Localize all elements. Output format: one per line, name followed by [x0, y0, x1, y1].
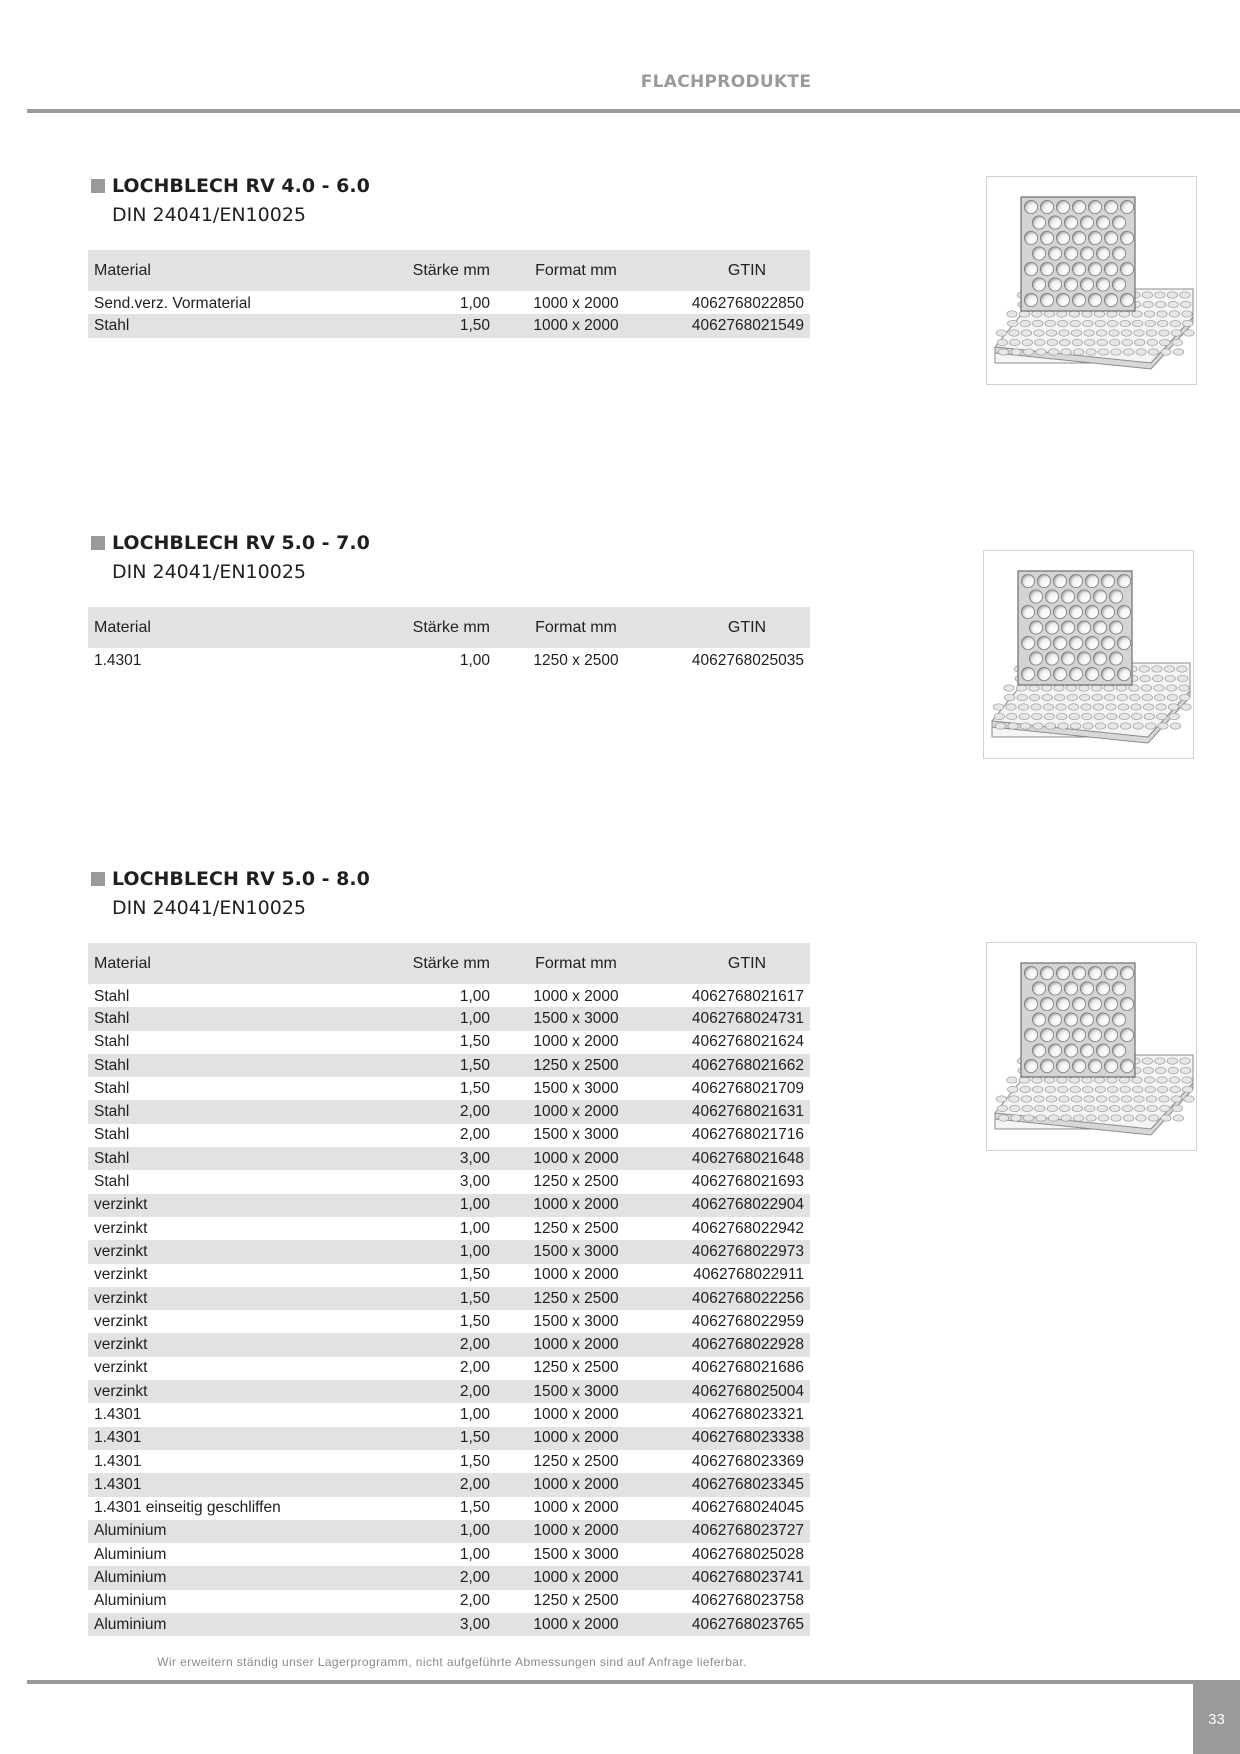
cell-material: 1.4301: [94, 1429, 142, 1447]
cell-gtin: 4062768022959: [691, 1312, 804, 1330]
footer-divider: [27, 1680, 1240, 1684]
table-row: [88, 314, 810, 337]
product-section: [88, 172, 810, 338]
cell-thickness: 1,00: [459, 294, 490, 312]
cell-format: 1000 x 2000: [533, 1405, 619, 1423]
cell-thickness: 1,00: [459, 1009, 490, 1027]
cell-material: Aluminium: [94, 1522, 167, 1540]
column-header-gtin: GTIN: [727, 954, 767, 972]
cell-material: Aluminium: [94, 1569, 167, 1587]
cell-thickness: 1,50: [459, 1079, 490, 1097]
cell-format: 1500 x 3000: [533, 1242, 619, 1260]
table-row: [88, 984, 810, 1007]
cell-thickness: 1,50: [459, 1452, 490, 1470]
cell-material: Stahl: [94, 1103, 130, 1121]
table-body: [88, 291, 810, 338]
section-title-text: LOCHBLECH RV 4.0 - 6.0: [112, 175, 370, 197]
perforated-sheet-image: [986, 942, 1197, 1151]
cell-material: Aluminium: [94, 1592, 167, 1610]
table-header-row: [88, 943, 810, 984]
cell-thickness: 1,00: [459, 1242, 490, 1260]
product-section: [88, 529, 810, 671]
cell-gtin: 4062768022911: [693, 1266, 804, 1284]
cell-gtin: 4062768024045: [691, 1499, 804, 1517]
table-row: [88, 1497, 810, 1520]
table-row: [88, 1590, 810, 1613]
table-row: [88, 1124, 810, 1147]
table-body: [88, 648, 810, 671]
column-header-gtin: GTIN: [727, 618, 767, 636]
product-table: [88, 250, 810, 338]
cell-material: 1.4301: [94, 1405, 142, 1423]
cell-format: 1500 x 3000: [533, 1079, 619, 1097]
cell-format: 1000 x 2000: [533, 1569, 619, 1587]
cell-thickness: 2,00: [459, 1569, 490, 1587]
section-subtitle: DIN 24041/EN10025: [112, 204, 306, 226]
table-row: [88, 1240, 810, 1263]
cell-thickness: 2,00: [459, 1126, 490, 1144]
cell-thickness: 1,00: [459, 1196, 490, 1214]
cell-gtin: 4062768022973: [691, 1242, 804, 1260]
column-header-material: Material: [94, 261, 151, 279]
cell-gtin: 4062768023765: [691, 1615, 804, 1633]
cell-format: 1500 x 3000: [533, 1382, 619, 1400]
cell-material: 1.4301: [94, 1452, 142, 1470]
bullet-square-icon: [91, 179, 105, 193]
cell-material: 1.4301: [94, 651, 142, 669]
table-row: [88, 1264, 810, 1287]
table-header-row: [88, 607, 810, 648]
cell-gtin: 4062768021617: [691, 987, 804, 1005]
column-header-material: Material: [94, 618, 151, 636]
cell-gtin: 4062768023345: [691, 1475, 804, 1493]
column-header-thickness: Stärke mm: [412, 618, 490, 636]
cell-material: Stahl: [94, 1009, 130, 1027]
cell-material: verzinkt: [94, 1289, 148, 1307]
cell-thickness: 3,00: [459, 1149, 490, 1167]
cell-material: Aluminium: [94, 1545, 167, 1563]
cell-gtin: 4062768025035: [691, 651, 804, 669]
cell-thickness: 2,00: [459, 1103, 490, 1121]
cell-thickness: 1,50: [459, 1312, 490, 1330]
bullet-square-icon: [91, 872, 105, 886]
cell-thickness: 1,50: [459, 1266, 490, 1284]
table-row: [88, 1310, 810, 1333]
cell-material: Stahl: [94, 1173, 130, 1191]
cell-format: 1250 x 2500: [533, 1219, 619, 1237]
stock-footnote: Wir erweitern ständig unser Lagerprogramm, nicht aufgeführte Abmessungen sind auf Anfrage lieferbar.: [157, 1655, 747, 1669]
bullet-square-icon: [91, 536, 105, 550]
cell-material: verzinkt: [94, 1219, 148, 1237]
cell-format: 1000 x 2000: [533, 1336, 619, 1354]
cell-gtin: 4062768023338: [691, 1429, 804, 1447]
table-row: [88, 1613, 810, 1636]
column-header-format: Format mm: [535, 618, 617, 636]
cell-material: verzinkt: [94, 1242, 148, 1260]
cell-format: 1000 x 2000: [533, 1475, 619, 1493]
section-title: [88, 172, 810, 200]
cell-thickness: 1,50: [459, 1429, 490, 1447]
cell-format: 1000 x 2000: [533, 1033, 619, 1051]
page-header-title: FLACHPRODUKTE: [640, 72, 812, 92]
cell-format: 1000 x 2000: [533, 1149, 619, 1167]
table-body: [88, 984, 810, 1636]
column-header-material: Material: [94, 954, 151, 972]
cell-thickness: 1,00: [459, 1405, 490, 1423]
table-row: [88, 1403, 810, 1426]
cell-gtin: 4062768021709: [691, 1079, 804, 1097]
cell-material: Stahl: [94, 1149, 130, 1167]
table-row: [88, 1543, 810, 1566]
cell-format: 1000 x 2000: [533, 1266, 619, 1284]
cell-thickness: 1,00: [459, 1545, 490, 1563]
cell-gtin: 4062768021662: [691, 1056, 804, 1074]
cell-format: 1250 x 2500: [533, 651, 619, 669]
product-section: [88, 865, 810, 1636]
cell-format: 1250 x 2500: [533, 1452, 619, 1470]
cell-material: verzinkt: [94, 1359, 148, 1377]
cell-gtin: 4062768023321: [691, 1405, 804, 1423]
table-row: [88, 1450, 810, 1473]
cell-gtin: 4062768022928: [691, 1336, 804, 1354]
cell-gtin: 4062768022904: [691, 1196, 804, 1214]
cell-gtin: 4062768021716: [691, 1126, 804, 1144]
cell-format: 1250 x 2500: [533, 1289, 619, 1307]
header-divider: [27, 109, 1240, 113]
cell-format: 1500 x 3000: [533, 1545, 619, 1563]
cell-thickness: 3,00: [459, 1615, 490, 1633]
cell-format: 1250 x 2500: [533, 1592, 619, 1610]
cell-gtin: 4062768021549: [691, 316, 804, 334]
cell-format: 1000 x 2000: [533, 1103, 619, 1121]
table-row: [88, 648, 810, 671]
cell-thickness: 2,00: [459, 1359, 490, 1377]
cell-format: 1500 x 3000: [533, 1126, 619, 1144]
cell-format: 1000 x 2000: [533, 1429, 619, 1447]
column-header-thickness: Stärke mm: [412, 261, 490, 279]
cell-material: 1.4301: [94, 1475, 142, 1493]
cell-gtin: 4062768021648: [691, 1149, 804, 1167]
column-header-thickness: Stärke mm: [412, 954, 490, 972]
cell-format: 1000 x 2000: [533, 1522, 619, 1540]
cell-material: Aluminium: [94, 1615, 167, 1633]
cell-material: Stahl: [94, 1079, 130, 1097]
table-row: [88, 1566, 810, 1589]
column-header-format: Format mm: [535, 954, 617, 972]
table-row: [88, 1147, 810, 1170]
cell-gtin: 4062768021693: [691, 1173, 804, 1191]
column-header-format: Format mm: [535, 261, 617, 279]
table-row: [88, 1473, 810, 1496]
cell-material: Stahl: [94, 987, 130, 1005]
product-table: [88, 607, 810, 671]
table-row: [88, 1217, 810, 1240]
cell-gtin: 4062768023727: [691, 1522, 804, 1540]
perforated-sheet-image: [986, 176, 1197, 385]
table-row: [88, 1287, 810, 1310]
table-row: [88, 291, 810, 314]
perforated-sheet-image: [983, 550, 1194, 759]
cell-gtin: 4062768025004: [691, 1382, 804, 1400]
cell-thickness: 1,50: [459, 1056, 490, 1074]
cell-thickness: 1,00: [459, 651, 490, 669]
section-subtitle: DIN 24041/EN10025: [112, 897, 306, 919]
table-row: [88, 1054, 810, 1077]
cell-thickness: 2,00: [459, 1336, 490, 1354]
cell-material: Send.verz. Vormaterial: [94, 294, 251, 312]
cell-thickness: 1,00: [459, 1522, 490, 1540]
cell-material: Stahl: [94, 316, 130, 334]
cell-thickness: 1,50: [459, 1499, 490, 1517]
cell-gtin: 4062768022942: [691, 1219, 804, 1237]
table-row: [88, 1100, 810, 1123]
cell-gtin: 4062768023741: [691, 1569, 804, 1587]
column-header-gtin: GTIN: [727, 261, 767, 279]
table-row: [88, 1357, 810, 1380]
table-row: [88, 1007, 810, 1030]
cell-gtin: 4062768021624: [691, 1033, 804, 1051]
table-row: [88, 1031, 810, 1054]
cell-material: verzinkt: [94, 1312, 148, 1330]
page-number: 33: [1193, 1684, 1240, 1754]
section-subtitle: DIN 24041/EN10025: [112, 561, 306, 583]
cell-material: verzinkt: [94, 1336, 148, 1354]
table-row: [88, 1333, 810, 1356]
cell-gtin: 4062768024731: [691, 1009, 804, 1027]
table-row: [88, 1170, 810, 1193]
cell-gtin: 4062768022256: [691, 1289, 804, 1307]
cell-gtin: 4062768023369: [691, 1452, 804, 1470]
cell-material: Stahl: [94, 1056, 130, 1074]
cell-thickness: 3,00: [459, 1173, 490, 1191]
section-title-text: LOCHBLECH RV 5.0 - 7.0: [112, 532, 370, 554]
cell-thickness: 2,00: [459, 1475, 490, 1493]
cell-thickness: 1,00: [459, 1219, 490, 1237]
cell-format: 1000 x 2000: [533, 316, 619, 334]
table-header-row: [88, 250, 810, 291]
cell-thickness: 1,50: [459, 1289, 490, 1307]
section-title: [88, 865, 810, 893]
cell-gtin: 4062768021631: [691, 1103, 804, 1121]
cell-material: 1.4301 einseitig geschliffen: [94, 1499, 281, 1517]
product-table: [88, 943, 810, 1636]
cell-format: 1000 x 2000: [533, 294, 619, 312]
cell-format: 1500 x 3000: [533, 1009, 619, 1027]
cell-thickness: 1,50: [459, 1033, 490, 1051]
cell-material: verzinkt: [94, 1266, 148, 1284]
section-title-text: LOCHBLECH RV 5.0 - 8.0: [112, 868, 370, 890]
cell-thickness: 1,50: [459, 316, 490, 334]
cell-thickness: 1,00: [459, 987, 490, 1005]
cell-gtin: 4062768022850: [691, 294, 804, 312]
cell-format: 1000 x 2000: [533, 987, 619, 1005]
cell-format: 1250 x 2500: [533, 1173, 619, 1191]
cell-thickness: 2,00: [459, 1382, 490, 1400]
table-row: [88, 1194, 810, 1217]
table-row: [88, 1427, 810, 1450]
cell-material: Stahl: [94, 1126, 130, 1144]
cell-format: 1000 x 2000: [533, 1499, 619, 1517]
cell-gtin: 4062768021686: [691, 1359, 804, 1377]
section-title: [88, 529, 810, 557]
cell-gtin: 4062768025028: [691, 1545, 804, 1563]
table-row: [88, 1077, 810, 1100]
cell-format: 1000 x 2000: [533, 1196, 619, 1214]
cell-gtin: 4062768023758: [691, 1592, 804, 1610]
table-row: [88, 1520, 810, 1543]
cell-format: 1250 x 2500: [533, 1056, 619, 1074]
cell-material: verzinkt: [94, 1382, 148, 1400]
cell-thickness: 2,00: [459, 1592, 490, 1610]
cell-material: Stahl: [94, 1033, 130, 1051]
cell-format: 1250 x 2500: [533, 1359, 619, 1377]
cell-material: verzinkt: [94, 1196, 148, 1214]
cell-format: 1000 x 2000: [533, 1615, 619, 1633]
cell-format: 1500 x 3000: [533, 1312, 619, 1330]
table-row: [88, 1380, 810, 1403]
